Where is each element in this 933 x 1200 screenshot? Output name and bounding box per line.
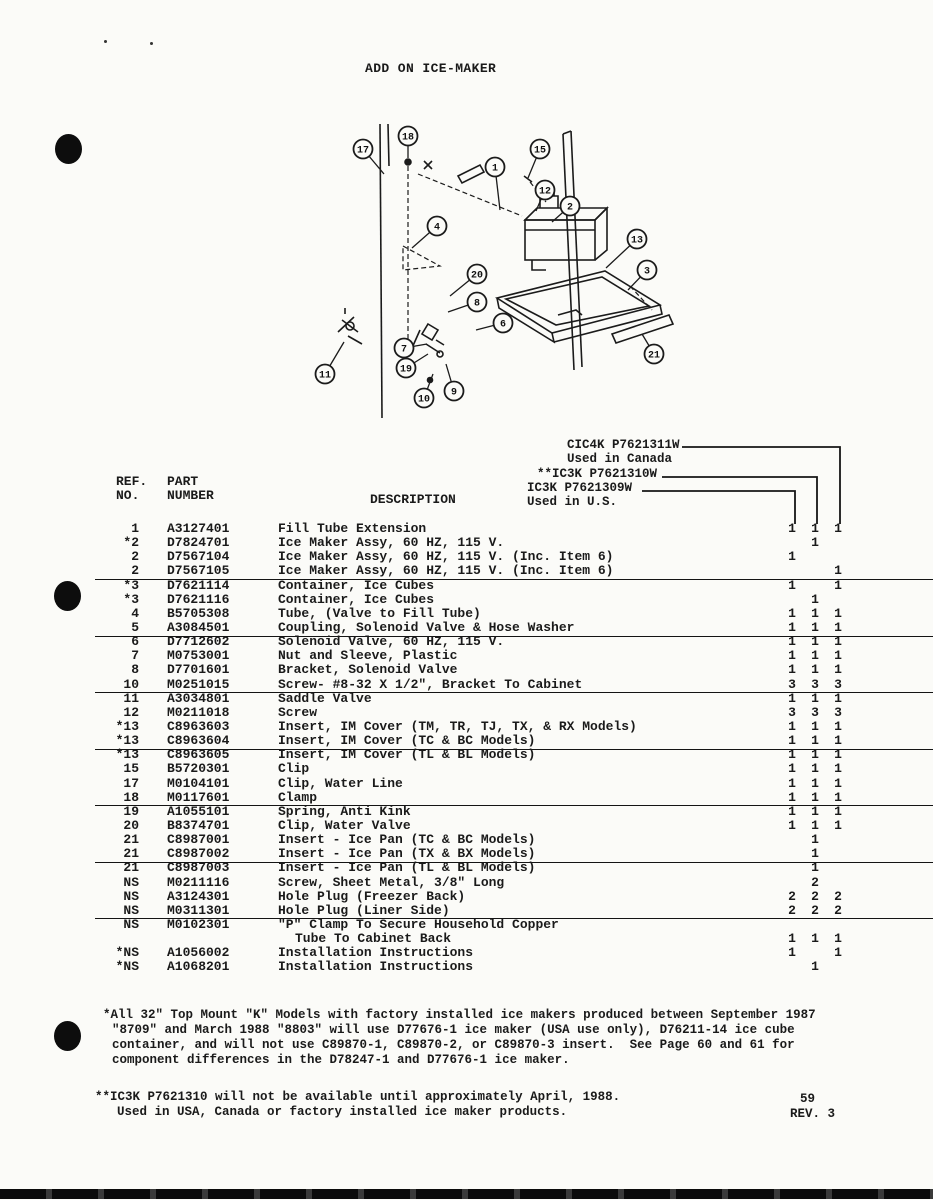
cell-qty-col2: 1 <box>811 931 819 947</box>
footnote-1-line: component differences in the D78247-1 and D77676-1 ice maker. <box>112 1053 570 1067</box>
cell-qty-col2: 1 <box>811 733 819 749</box>
diagram-callout-6: 6 <box>499 319 507 331</box>
cell-qty-col2: 2 <box>811 874 819 890</box>
table-row <box>95 522 933 536</box>
cell-description: "P" Clamp To Secure Household Copper <box>278 916 559 932</box>
page-title: ADD ON ICE-MAKER <box>365 61 497 76</box>
cell-description: Ice Maker Assy, 60 HZ, 115 V. (Inc. Item 6) <box>278 563 614 579</box>
table-row <box>95 777 933 791</box>
cell-ref-no: *13 <box>115 718 139 734</box>
header-number: NUMBER <box>167 488 214 503</box>
diagram-canvas <box>300 118 690 433</box>
diagram-callout-18: 18 <box>401 132 415 144</box>
cell-qty-col3: 1 <box>834 605 842 621</box>
cell-ref-no: 8 <box>131 662 139 678</box>
cell-qty-col2: 1 <box>811 619 819 635</box>
cell-description: Tube To Cabinet Back <box>295 931 452 947</box>
cell-description: Clamp <box>278 789 318 805</box>
cell-description: Ice Maker Assy, 60 HZ, 115 V. (Inc. Item 6) <box>278 549 614 565</box>
cell-qty-col1: 1 <box>788 789 796 805</box>
cell-qty-col2: 1 <box>811 634 819 650</box>
cell-part-number: A1068201 <box>167 959 230 975</box>
cell-qty-col2: 1 <box>811 662 819 678</box>
cell-ref-no: 21 <box>123 832 139 848</box>
cell-part-number: D7701601 <box>167 662 230 678</box>
cell-ref-no: 12 <box>123 704 139 720</box>
cell-description: Nut and Sleeve, Plastic <box>278 648 458 664</box>
cell-qty-col1: 1 <box>788 690 796 706</box>
table-row <box>95 663 933 677</box>
cell-qty-col2: 2 <box>811 902 819 918</box>
cell-qty-col1: 1 <box>788 619 796 635</box>
cell-qty-col2: 1 <box>811 860 819 876</box>
table-row <box>95 847 933 861</box>
model-canada-caption: Used in Canada <box>567 452 673 466</box>
cell-qty-col2: 1 <box>811 535 819 551</box>
cell-description: Hole Plug (Liner Side) <box>278 902 450 918</box>
footnote-2-line: Used in USA, Canada or factory installed ice maker products. <box>117 1105 568 1119</box>
cell-qty-col2: 1 <box>811 959 819 975</box>
cell-part-number: C8963603 <box>167 718 230 734</box>
cell-qty-col1: 1 <box>788 817 796 833</box>
cell-part-number: C8963605 <box>167 747 230 763</box>
cell-qty-col2: 1 <box>811 761 819 777</box>
exploded-view-diagram <box>300 118 690 438</box>
table-row <box>95 593 933 607</box>
cell-qty-col1: 1 <box>788 648 796 664</box>
table-row <box>95 748 933 762</box>
cell-ref-no: *13 <box>115 747 139 763</box>
cell-qty-col3: 1 <box>834 747 842 763</box>
cell-part-number: M0117601 <box>167 789 230 805</box>
cell-part-number: M0753001 <box>167 648 230 664</box>
table-row <box>95 791 933 805</box>
cell-ref-no: 18 <box>123 789 139 805</box>
footnote-2-line: **IC3K P7621310 will not be available until approximately April, 1988. <box>95 1090 621 1104</box>
cell-part-number: D7712602 <box>167 634 230 650</box>
cell-part-number: D7824701 <box>167 535 230 551</box>
cell-part-number: A3084501 <box>167 619 230 635</box>
header-part: PART <box>167 474 199 489</box>
cell-ref-no: 6 <box>131 634 139 650</box>
table-row <box>95 762 933 776</box>
table-row <box>95 819 933 833</box>
cell-qty-col2: 3 <box>811 704 819 720</box>
cell-ref-no: 21 <box>123 860 139 876</box>
cell-ref-no: *13 <box>115 733 139 749</box>
cell-qty-col1: 1 <box>788 945 796 961</box>
cell-description: Container, Ice Cubes <box>278 591 435 607</box>
model-starred: **IC3K P7621310W <box>537 467 658 481</box>
cell-ref-no: *2 <box>123 535 139 551</box>
cell-qty-col2: 1 <box>811 648 819 664</box>
cell-qty-col1: 1 <box>788 803 796 819</box>
cell-description: Hole Plug (Freezer Back) <box>278 888 466 904</box>
cell-qty-col1: 1 <box>788 577 796 593</box>
cell-qty-col2: 1 <box>811 690 819 706</box>
cell-ref-no: 17 <box>123 775 139 791</box>
cell-qty-col1: 1 <box>788 775 796 791</box>
cell-description: Spring, Anti Kink <box>278 803 411 819</box>
table-row <box>95 890 933 904</box>
scan-speck <box>150 42 153 45</box>
table-row <box>95 649 933 663</box>
scan-edge-bar <box>0 1189 933 1199</box>
cell-qty-col1: 3 <box>788 704 796 720</box>
cell-part-number: M0102301 <box>167 916 230 932</box>
table-row <box>95 946 933 960</box>
cell-ref-no: NS <box>123 902 139 918</box>
cell-description: Saddle Valve <box>278 690 372 706</box>
table-row <box>95 861 933 875</box>
cell-qty-col3: 1 <box>834 817 842 833</box>
cell-qty-col3: 1 <box>834 775 842 791</box>
cell-part-number: M0311301 <box>167 902 230 918</box>
cell-part-number: A3127401 <box>167 521 230 536</box>
cell-qty-col1: 1 <box>788 634 796 650</box>
cell-qty-col2: 2 <box>811 888 819 904</box>
cell-qty-col2: 1 <box>811 605 819 621</box>
cell-part-number: M0104101 <box>167 775 230 791</box>
diagram-dashed-lines <box>400 163 652 368</box>
cell-qty-col2: 3 <box>811 676 819 692</box>
table-row <box>95 918 933 932</box>
cell-qty-col3: 3 <box>834 704 842 720</box>
cell-qty-col2: 1 <box>811 832 819 848</box>
cell-part-number: D7621116 <box>167 591 230 607</box>
cell-description: Insert - Ice Pan (TC & BC Models) <box>278 832 536 848</box>
model-us-caption: Used in U.S. <box>527 495 618 509</box>
cell-qty-col1: 1 <box>788 605 796 621</box>
diagram-callout-13: 13 <box>630 235 644 247</box>
cell-qty-col3: 1 <box>834 803 842 819</box>
diagram-callout-4: 4 <box>433 222 441 234</box>
cell-part-number: D7567105 <box>167 563 230 579</box>
cell-qty-col1: 2 <box>788 888 796 904</box>
cell-qty-col3: 2 <box>834 888 842 904</box>
cell-description: Coupling, Solenoid Valve & Hose Washer <box>278 619 575 635</box>
cell-ref-no: *3 <box>123 577 139 593</box>
diagram-callout-21: 21 <box>647 350 661 362</box>
cell-ref-no: 20 <box>123 817 139 833</box>
cell-qty-col3: 3 <box>834 676 842 692</box>
revision-label: REV. 3 <box>790 1107 836 1121</box>
cell-description: Installation Instructions <box>278 945 474 961</box>
diagram-callout-2: 2 <box>566 202 574 214</box>
cell-description: Fill Tube Extension <box>278 521 427 536</box>
cell-qty-col2: 1 <box>811 521 819 536</box>
cell-qty-col3: 1 <box>834 619 842 635</box>
cell-description: Bracket, Solenoid Valve <box>278 662 458 678</box>
footnote-1-line: "8709" and March 1988 "8803" will use D77676-1 ice maker (USA use only), D76211-14 ice cube <box>112 1023 795 1037</box>
cell-description: Insert, IM Cover (TC & BC Models) <box>278 733 536 749</box>
cell-description: Ice Maker Assy, 60 HZ, 115 V. <box>278 535 505 551</box>
cell-qty-col3: 1 <box>834 945 842 961</box>
punch-hole <box>54 581 81 611</box>
diagram-callout-19: 19 <box>399 364 413 376</box>
cell-description: Screw <box>278 704 318 720</box>
cell-description: Screw- #8-32 X 1/2", Bracket To Cabinet <box>278 676 583 692</box>
cell-ref-no: NS <box>123 874 139 890</box>
cell-description: Insert, IM Cover (TM, TR, TJ, TX, & RX Models) <box>278 718 637 734</box>
cell-part-number: C8987002 <box>167 846 230 862</box>
table-row <box>95 734 933 748</box>
cell-qty-col2: 1 <box>811 747 819 763</box>
cell-qty-col3: 1 <box>834 648 842 664</box>
cell-part-number: A1056002 <box>167 945 230 961</box>
cell-description: Screw, Sheet Metal, 3/8" Long <box>278 874 505 890</box>
cell-qty-col1: 1 <box>788 549 796 565</box>
model-leader-lines <box>520 436 933 529</box>
cell-qty-col3: 1 <box>834 761 842 777</box>
punch-hole <box>54 1021 81 1051</box>
footnote-1-line: container, and will not use C89870-1, C89870-2, or C89870-3 insert. See Page 60 and 61 for <box>112 1038 795 1052</box>
page-number: 59 <box>800 1092 816 1106</box>
cell-part-number: A3124301 <box>167 888 230 904</box>
cell-qty-col2: 1 <box>811 591 819 607</box>
header-ref: REF. <box>116 474 148 489</box>
cell-description: Clip <box>278 761 310 777</box>
cell-qty-col3: 1 <box>834 634 842 650</box>
table-row <box>95 550 933 564</box>
cell-ref-no: 11 <box>123 690 139 706</box>
cell-qty-col1: 1 <box>788 718 796 734</box>
cell-ref-no: 2 <box>131 549 139 565</box>
model-canada: CIC4K P7621311W <box>567 438 680 452</box>
diagram-callout-11: 11 <box>318 370 332 382</box>
cell-description: Container, Ice Cubes <box>278 577 435 593</box>
cell-description: Insert, IM Cover (TL & BL Models) <box>278 747 536 763</box>
table-row <box>95 692 933 706</box>
table-row <box>95 536 933 550</box>
diagram-callout-12: 12 <box>538 186 552 198</box>
diagram-callout-8: 8 <box>473 298 481 310</box>
cell-qty-col2: 1 <box>811 846 819 862</box>
cell-description: Clip, Water Valve <box>278 817 411 833</box>
punch-hole <box>55 134 82 164</box>
cell-part-number: D7567104 <box>167 549 230 565</box>
cell-description: Installation Instructions <box>278 959 474 975</box>
cell-part-number: M0251015 <box>167 676 230 692</box>
model-us: IC3K P7621309W <box>527 481 633 495</box>
diagram-art <box>338 124 673 418</box>
cell-qty-col3: 1 <box>834 733 842 749</box>
table-row <box>95 833 933 847</box>
table-row <box>95 678 933 692</box>
cell-part-number: A1055101 <box>167 803 230 819</box>
footnote-1-line: *All 32" Top Mount "K" Models with factory installed ice makers produced between September 1987 <box>103 1008 816 1022</box>
cell-description: Insert - Ice Pan (TX & BX Models) <box>278 846 536 862</box>
cell-qty-col2: 1 <box>811 775 819 791</box>
diagram-callout-7: 7 <box>400 344 408 356</box>
table-row <box>95 720 933 734</box>
diagram-callout-20: 20 <box>470 270 484 282</box>
cell-qty-col3: 1 <box>834 931 842 947</box>
header-no: NO. <box>116 488 140 503</box>
cell-qty-col1: 1 <box>788 662 796 678</box>
cell-ref-no: 4 <box>131 605 139 621</box>
diagram-callout-9: 9 <box>450 387 458 399</box>
cell-ref-no: *NS <box>115 945 139 961</box>
cell-qty-col1: 1 <box>788 521 796 536</box>
cell-qty-col1: 2 <box>788 902 796 918</box>
cell-ref-no: 7 <box>131 648 139 664</box>
cell-description: Solenoid Valve, 60 HZ, 115 V. <box>278 634 505 650</box>
parts-rows <box>95 522 933 975</box>
cell-part-number: B5720301 <box>167 761 230 777</box>
cell-ref-no: 10 <box>123 676 139 692</box>
table-row <box>95 579 933 593</box>
header-description: DESCRIPTION <box>370 492 456 507</box>
cell-qty-col1: 1 <box>788 747 796 763</box>
table-row <box>95 904 933 918</box>
cell-part-number: M0211018 <box>167 704 230 720</box>
cell-part-number: B8374701 <box>167 817 230 833</box>
cell-qty-col3: 1 <box>834 563 842 579</box>
cell-ref-no: 21 <box>123 846 139 862</box>
table-row <box>95 876 933 890</box>
cell-part-number: B5705308 <box>167 605 230 621</box>
diagram-callout-3: 3 <box>643 266 651 278</box>
cell-part-number: M0211116 <box>167 874 230 890</box>
cell-qty-col1: 1 <box>788 931 796 947</box>
cell-qty-col3: 1 <box>834 789 842 805</box>
cell-qty-col3: 1 <box>834 690 842 706</box>
cell-qty-col3: 1 <box>834 718 842 734</box>
cell-ref-no: *NS <box>115 959 139 975</box>
cell-qty-col3: 1 <box>834 577 842 593</box>
cell-part-number: C8987003 <box>167 860 230 876</box>
table-row <box>95 805 933 819</box>
cell-qty-col2: 1 <box>811 803 819 819</box>
cell-ref-no: 2 <box>131 563 139 579</box>
cell-ref-no: NS <box>123 888 139 904</box>
table-row <box>95 960 933 974</box>
cell-ref-no: 19 <box>123 803 139 819</box>
cell-qty-col3: 2 <box>834 902 842 918</box>
diagram-callouts <box>316 127 664 408</box>
table-row <box>95 932 933 946</box>
diagram-callout-10: 10 <box>417 394 431 406</box>
cell-qty-col1: 3 <box>788 676 796 692</box>
cell-qty-col3: 1 <box>834 521 842 536</box>
table-row <box>95 607 933 621</box>
cell-part-number: A3034801 <box>167 690 230 706</box>
table-row <box>95 635 933 649</box>
diagram-callout-17: 17 <box>356 145 370 157</box>
cell-description: Tube, (Valve to Fill Tube) <box>278 605 481 621</box>
diagram-callout-15: 15 <box>533 145 547 157</box>
cell-description: Clip, Water Line <box>278 775 403 791</box>
cell-qty-col2: 1 <box>811 789 819 805</box>
cell-part-number: D7621114 <box>167 577 230 593</box>
table-row <box>95 706 933 720</box>
cell-qty-col3: 1 <box>834 662 842 678</box>
cell-description: Insert - Ice Pan (TL & BL Models) <box>278 860 536 876</box>
cell-qty-col1: 1 <box>788 733 796 749</box>
cell-qty-col2: 1 <box>811 817 819 833</box>
cell-ref-no: 1 <box>131 521 139 536</box>
cell-ref-no: NS <box>123 916 139 932</box>
cell-qty-col2: 1 <box>811 718 819 734</box>
cell-qty-col1: 1 <box>788 761 796 777</box>
cell-ref-no: 15 <box>123 761 139 777</box>
scan-speck <box>104 40 107 43</box>
cell-part-number: C8987001 <box>167 832 230 848</box>
cell-ref-no: *3 <box>123 591 139 607</box>
table-row <box>95 621 933 635</box>
diagram-callout-1: 1 <box>491 163 499 175</box>
table-row <box>95 564 933 578</box>
cell-ref-no: 5 <box>131 619 139 635</box>
cell-part-number: C8963604 <box>167 733 230 749</box>
